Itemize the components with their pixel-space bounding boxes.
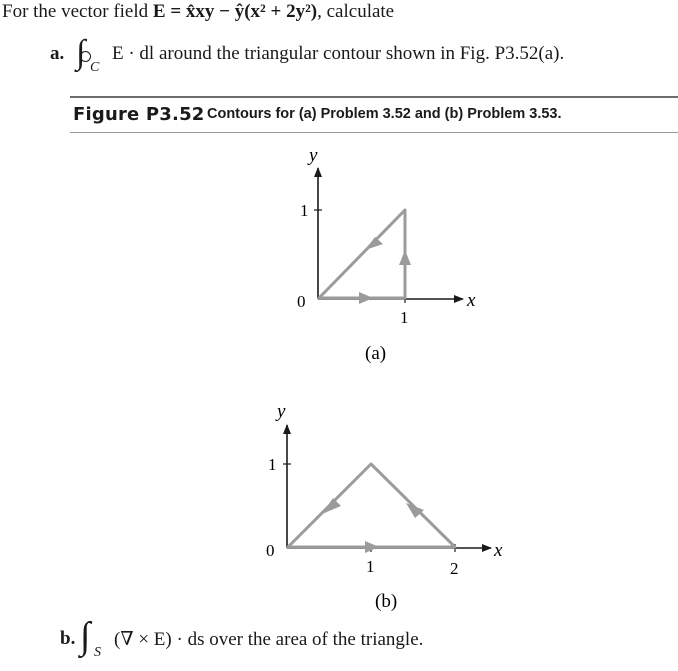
- panel-a-x-axis-label: x: [467, 290, 476, 311]
- contour-integral-symbol: ∫: [76, 34, 86, 71]
- panel-a-sublabel: (a): [365, 343, 387, 364]
- panel-a-origin-label: 0: [297, 292, 306, 311]
- panel-a-y-tick-label: 1: [300, 201, 309, 220]
- figure-number: Figure P3.52: [73, 104, 205, 125]
- part-b-label: b.: [60, 628, 76, 649]
- figure-caption: Contours for (a) Problem 3.52 and (b) Problem 3.53.: [207, 106, 562, 122]
- panel-b-x-tick-2-label: 2: [450, 559, 459, 578]
- panel-a-triangle-contour: [319, 210, 405, 298]
- panel-a: [297, 145, 476, 364]
- surface-subscript: S: [94, 645, 101, 660]
- part-a-text: E · dl around the triangular contour shown in Fig. P3.52(a).: [112, 43, 565, 64]
- panel-a-y-axis-label: y: [309, 145, 318, 166]
- vector-field-expression: E = x̂xy − ŷ(x² + 2y²): [152, 1, 318, 22]
- panel-b-x-tick-1-label: 1: [366, 557, 375, 576]
- panel-a-x-tick-label: 1: [400, 308, 409, 327]
- panel-b-arrow-bottom-icon: [365, 541, 379, 553]
- panel-b-y-tick-label: 1: [268, 455, 277, 474]
- panel-b-origin-label: 0: [266, 541, 275, 560]
- panel-a-arrow-right-icon: [399, 250, 411, 265]
- panel-b-x-axis-label: x: [494, 540, 503, 561]
- panel-b-y-axis-label: y: [277, 401, 286, 422]
- surface-integral-symbol: ∫: [80, 615, 91, 657]
- panel-a-arrow-diagonal-icon: [365, 237, 383, 250]
- panel-b-sublabel: (b): [375, 591, 398, 612]
- contour-subscript: C: [90, 60, 100, 75]
- part-b-text: (∇ × E) · ds over the area of the triangle.: [114, 629, 424, 650]
- intro-suffix: , calculate: [317, 1, 395, 22]
- panel-b-triangle-contour: [288, 464, 455, 547]
- intro-prefix: For the vector field: [2, 1, 153, 22]
- panel-a-arrow-bottom-icon: [359, 292, 373, 304]
- part-a-label: a.: [50, 43, 65, 64]
- panel-b-arrow-left-icon: [322, 498, 341, 514]
- panel-b: [266, 401, 503, 612]
